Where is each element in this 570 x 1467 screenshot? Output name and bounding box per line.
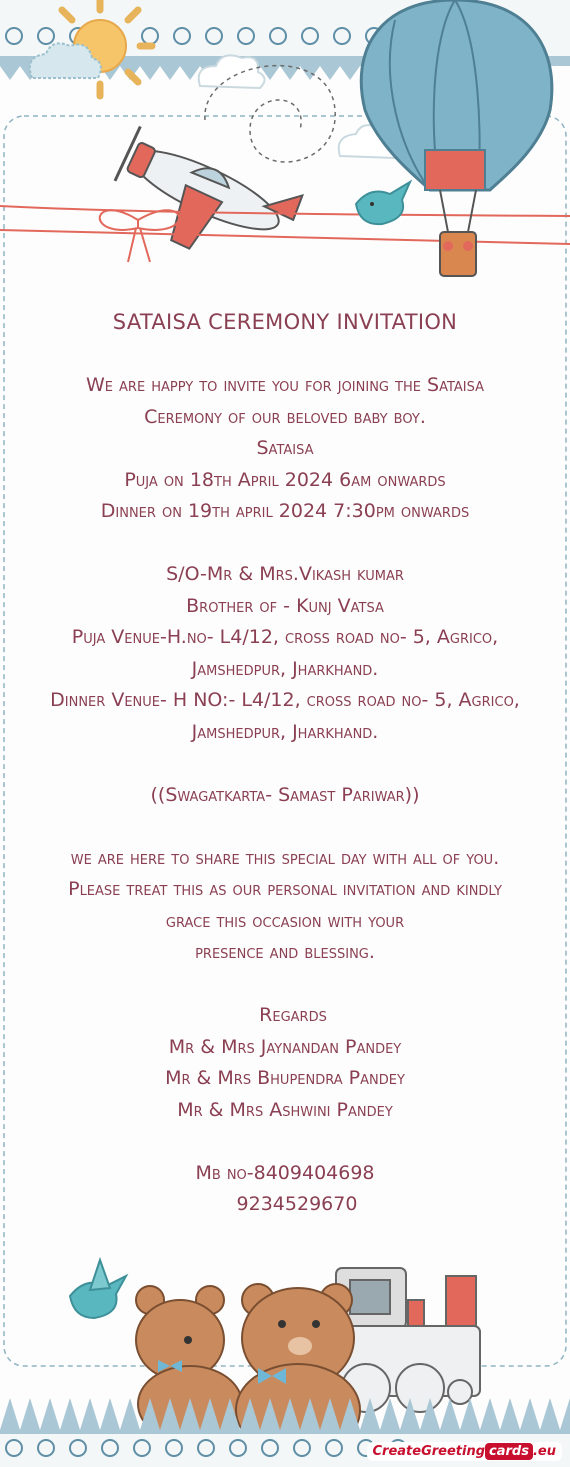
mobile-number-secondary: 9234529670 (236, 1193, 358, 1215)
airplane-icon (102, 121, 304, 283)
puja-venue: Puja Venue-H.no- L4/12, cross road no- 5, Agrico, (71, 626, 499, 648)
event-name: Sataisa (256, 437, 314, 459)
host-name: Mr & Mrs Jaynandan Pandey (168, 1035, 402, 1058)
share-line: Please treat this as our personal invitation and kindly (68, 878, 502, 900)
host-name: Mr & Mrs Ashwini Pandey (177, 1098, 393, 1121)
ribbon-bow-icon (0, 206, 570, 262)
host-name: Mr & Mrs Bhupendra Pandey (165, 1067, 405, 1089)
puja-venue: Jamshedpur, Jharkhand. (191, 657, 379, 680)
puja-schedule: Puja on 18th April 2024 6am onwards (124, 468, 446, 491)
share-line: presence and blessing. (195, 941, 375, 963)
brand-name: CreateGreeting (372, 1444, 486, 1459)
bird-icon (70, 1260, 126, 1318)
invitation-title: SATAISA CEREMONY INVITATION (112, 310, 458, 334)
dinner-venue: Dinner Venue- H NO:- L4/12, cross road no- 5, Agrico, (50, 689, 520, 711)
brother-line: Brother of - Kunj Vatsa (186, 594, 384, 617)
brand-cards: cards (485, 1443, 533, 1460)
dinner-venue: Jamshedpur, Jharkhand. (191, 720, 379, 743)
share-line: grace this occasion with your (165, 909, 405, 932)
parents-line: S/O-Mr & Mrs.Vikash kumar (166, 563, 404, 585)
intro-line: We are happy to invite you for joining the Sataisa (85, 374, 484, 396)
regards-line: Regards (259, 1004, 327, 1026)
invitation-body (0, 370, 570, 1221)
mobile-number: Mb no-8409404698 (195, 1161, 375, 1184)
hot-air-balloon-icon (361, 0, 552, 276)
dinner-schedule: Dinner on 19th april 2024 7:30pm onwards (100, 500, 470, 522)
intro-line: Ceremony of our beloved baby boy. (144, 405, 426, 428)
brand-watermark[interactable] (367, 1442, 562, 1461)
swagatkarta-line: ((Swagatkarta- Samast Pariwar)) (150, 783, 420, 806)
brand-suffix: .eu (532, 1444, 556, 1459)
share-line: we are here to share this special day with all of you. (70, 846, 500, 869)
bird-icon (356, 182, 410, 224)
